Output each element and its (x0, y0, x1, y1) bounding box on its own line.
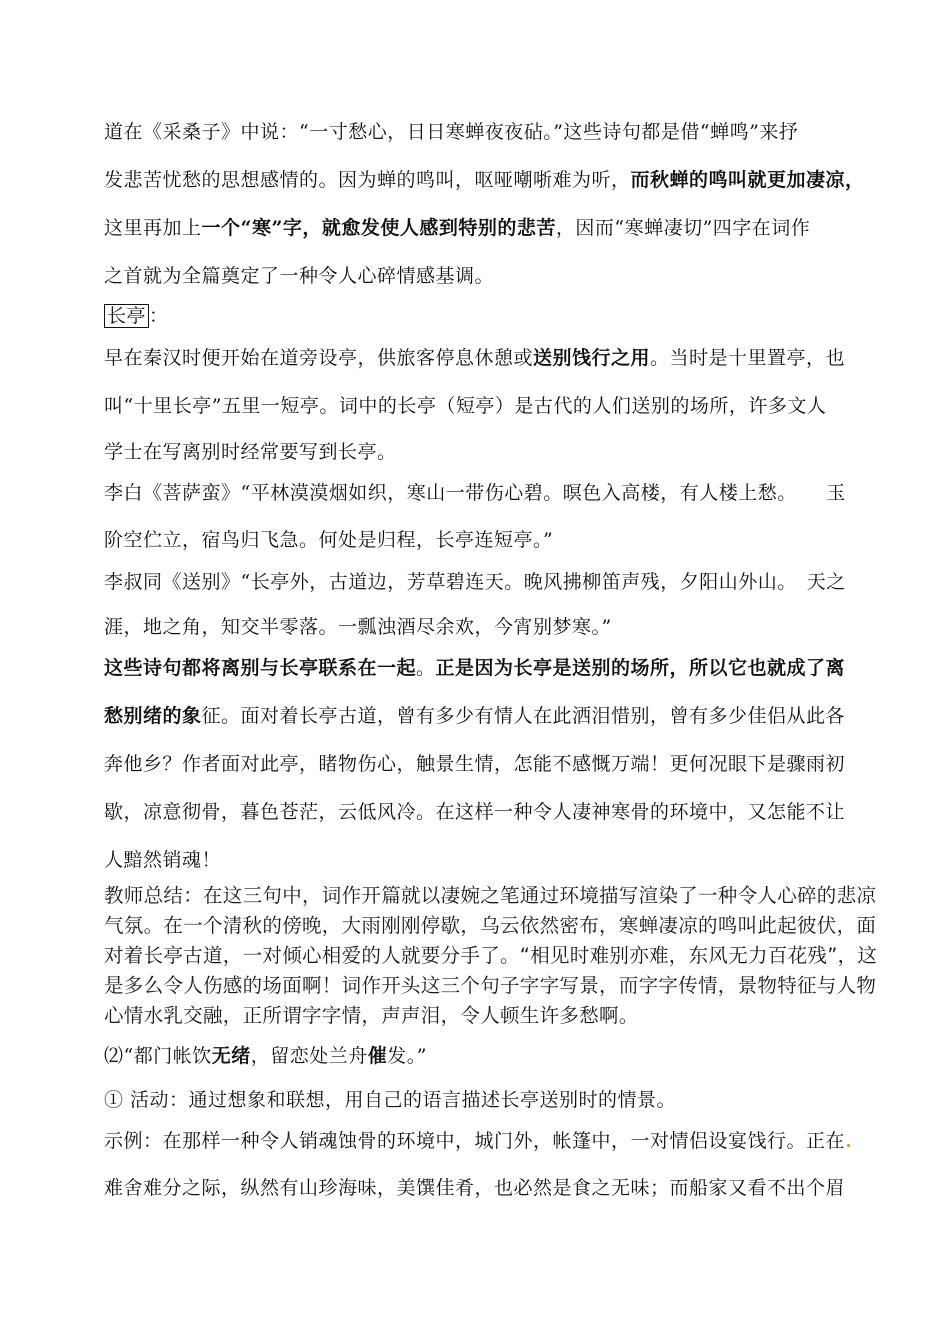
section-heading (104, 304, 864, 328)
text-span: 是多么令人伤感的场面啊！词作开头这三个句子字字写景，而字字传情，景物特征与人物 (104, 974, 877, 997)
text-span: 气氛。在一个清秋的傍晚，大雨刚刚停歇，乌云依然密布，寒蝉凄凉的鸣叫此起彼伏，面 (104, 914, 877, 937)
text-span: 学士在写离别时经常要写到长亭。 (104, 441, 397, 463)
text-span: 之首就为全篇奠定了一种令人心碎情感基调。 (104, 265, 495, 287)
paragraph-line (104, 1129, 864, 1153)
text-span: ： (149, 305, 169, 327)
paragraph-line (104, 848, 864, 872)
poem-line (104, 570, 864, 594)
paragraph-line (104, 440, 864, 464)
paragraph-line (104, 264, 864, 288)
text-span: 叫“十里长亭”五里一短亭。词中的长亭（短亭）是古代的人们送别的场所，许多文人 (104, 395, 827, 417)
bold-text: 正是因为长亭是送别的场所，所以它也就成了离 (435, 657, 846, 679)
text-span: 阶空伫立，宿鸟归飞急。何处是归程，长亭连短亭。” (104, 529, 554, 551)
text-span: 歇，凉意彻骨，暮色苍茫，云低风冷。在这样一种令人凄神寒骨的环境中，又怎能不让 (104, 801, 846, 823)
teacher-summary-line (104, 914, 877, 938)
boxed-heading: 长亭 (104, 304, 149, 328)
paragraph-line (104, 656, 864, 680)
text-span: ，因而“寒蝉凄切”四字在词作 (555, 217, 811, 239)
text-span: 。当时是十里置亭，也 (650, 347, 846, 369)
teacher-summary-line (104, 884, 877, 908)
paragraph-line (104, 394, 864, 418)
bold-text: 这些诗句都将离别与长亭联系在一起 (104, 657, 417, 679)
text-span: 示例：在那样一种令人销魂蚀骨的环境中，城门外，帐篷中，一对情侣设宴饯行。正在 (104, 1130, 846, 1152)
bold-text: 催 (367, 1045, 388, 1067)
text-span: ，留恋处兰舟 (250, 1045, 368, 1067)
text-span: 这里再加上 (104, 217, 202, 239)
bold-text: 而秋蝉的鸣叫就更加凄凉， (630, 169, 865, 191)
text-span: 发悲苦忧愁的思想感情的。因为蝉的鸣叫，呕哑嘲哳难为听， (104, 169, 631, 191)
paragraph-line (104, 752, 864, 776)
text-span: 征。面对着长亭古道，曾有多少有情人在此洒泪惜别，曾有多少佳侣从此各 (201, 705, 846, 727)
text-span: 难舍难分之际，纵然有山珍海味，美馔佳肴，也必然是食之无味；而船家又看不出个眉 (104, 1177, 846, 1199)
paragraph-line (104, 346, 864, 370)
paragraph-line (104, 800, 864, 824)
text-span: 涯，地之角，知交半零落。一瓢浊酒尽余欢，今宵别梦寒。” (104, 616, 612, 638)
poem-line (104, 481, 864, 505)
text-span: 发。” (387, 1045, 427, 1067)
text-span: 对着长亭古道，一对倾心相爱的人就要分手了。“相见时难别亦难，东风无力百花残”，这 (104, 944, 878, 967)
paragraph-line (104, 216, 864, 240)
poem-line (104, 528, 864, 552)
text-span: ⑵“都门帐饮 (104, 1045, 212, 1067)
bold-text: 愁别绪的象 (104, 705, 202, 727)
paragraph-line (104, 120, 864, 144)
poem-line (104, 615, 864, 639)
teacher-summary-line (104, 944, 878, 968)
paragraph-line (104, 168, 864, 192)
paragraph-line (104, 1088, 864, 1112)
bold-text: 无绪 (211, 1045, 251, 1067)
bold-text: 送别饯行之用 (533, 347, 651, 369)
paragraph-line (104, 704, 864, 728)
text-span: 。 (416, 657, 436, 679)
text-span: 李白《菩萨蛮》“平林漠漠烟如织，寒山一带伤心碧。暝色入高楼，有人楼上愁。 玉 (104, 482, 846, 504)
teacher-summary-line (104, 974, 877, 998)
text-span: 李叔同《送别》“长亭外，古道边，芳草碧连天。晚风拂柳笛声残，夕阳山外山。 天之 (104, 571, 846, 593)
bold-text: 一个“寒”字，就愈发使人感到特别的悲苦 (201, 217, 556, 239)
text-span: 奔他乡？作者面对此亭，睹物伤心，触景生情，怎能不感慨万端！更何况眼下是骤雨初 (104, 753, 846, 775)
text-span: 教师总结：在这三句中，词作开篇就以凄婉之笔通过环境描写渲染了一种令人心碎的悲凉 (104, 884, 877, 907)
text-span: 道在《采桑子》中说：“一寸愁心，日日寒蝉夜夜砧。”这些诗句都是借“蝉鸣”来抒 (104, 121, 799, 143)
paragraph-line (104, 1176, 864, 1200)
text-span: 早在秦汉时便开始在道旁设亭，供旅客停息休憩或 (104, 347, 534, 369)
teacher-summary-line (104, 1004, 864, 1028)
paragraph-line (104, 1044, 864, 1068)
text-span: ① 活动：通过想象和联想，用自己的语言描述长亭送别时的情景。 (104, 1089, 677, 1111)
mark-dot-icon (847, 1144, 850, 1147)
text-span: 心情水乳交融，正所谓字字情，声声泪，令人顿生许多愁啊。 (104, 1004, 639, 1027)
text-span: 人黯然销魂！ (104, 849, 222, 871)
